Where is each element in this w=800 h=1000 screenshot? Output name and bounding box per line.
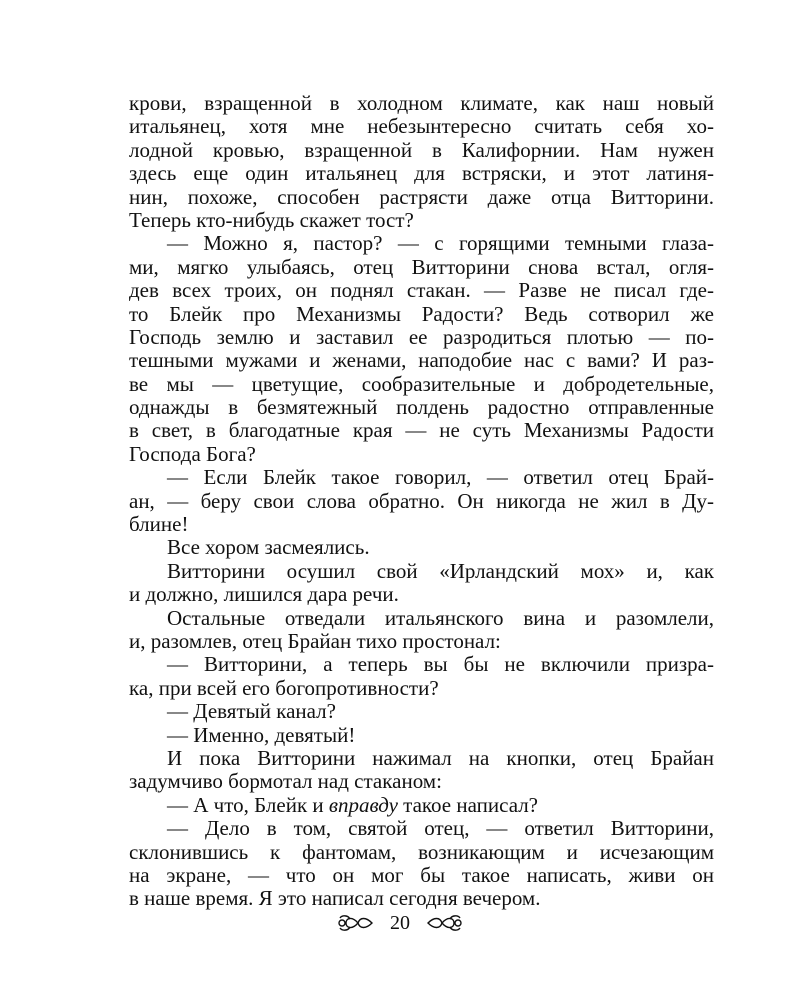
text-line: и должно, лишился дара речи. bbox=[129, 582, 399, 607]
text-line: ан, — беру свои слова обратно. Он никогда не жил в Ду- bbox=[129, 488, 714, 513]
text-line: ка, при всей его богопротивности? bbox=[129, 675, 439, 700]
text-line: и, разомлев, отец Брайан тихо простонал: bbox=[129, 628, 501, 653]
text-line: на экране, — что он мог бы такое написать, живи он bbox=[129, 862, 714, 887]
text-line: тешными мужами и женами, наподобие нас с вами? И раз- bbox=[129, 348, 714, 373]
text-line bbox=[129, 794, 714, 817]
text-line: крови, взращенной в холодном климате, как наш новый bbox=[129, 91, 714, 115]
text-line: склонившись к фантомам, возникающим и исчезающим bbox=[129, 839, 714, 864]
text-line: Все хором засмеялись. bbox=[167, 535, 370, 560]
text-line: итальянец, хотя мне небезынтересно считать себя хо- bbox=[129, 114, 714, 139]
text-line: то Блейк про Механизмы Радости? Ведь сотворил же bbox=[129, 301, 714, 326]
text-line: — Если Блейк такое говорил, — ответил отец Брай- bbox=[167, 465, 714, 490]
text-line: — Девятый канал? bbox=[167, 699, 336, 724]
text-line: Господь землю и заставил ее разродиться плотью — по- bbox=[129, 324, 714, 349]
ornament-right-icon bbox=[424, 913, 464, 933]
text-line: однажды в безмятежный полдень радостно отправленные bbox=[129, 395, 714, 420]
text-line: ми, мягко улыбаясь, отец Витторини снова встал, огля- bbox=[129, 254, 714, 279]
text-line: Остальные отведали итальянского вина и разомлели, bbox=[167, 605, 714, 630]
page-number: 20 bbox=[390, 911, 410, 934]
text-line: ве мы — цветущие, сообразительные и добродетельные, bbox=[129, 371, 714, 396]
text-line: нин, похоже, способен растрясти даже отца Витторини. bbox=[129, 184, 714, 209]
text-line: здесь еще один итальянец для встряски, и этот латиня- bbox=[129, 161, 714, 186]
text-span: такое написал? bbox=[397, 792, 538, 817]
text-line: задумчиво бормотал над стаканом: bbox=[129, 769, 442, 794]
text-line: — Витторини, а теперь вы бы не включили призра- bbox=[167, 652, 714, 677]
italic-emphasis: вправду bbox=[328, 792, 398, 817]
text-line: — Именно, девятый! bbox=[167, 722, 356, 747]
text-line: Господа Бога? bbox=[129, 441, 256, 466]
text-line: — Можно я, пастор? — с горящими темными глаза- bbox=[167, 231, 714, 256]
text-line: И пока Витторини нажимал на кнопки, отец Брайан bbox=[167, 745, 714, 770]
text-line: — Дело в том, святой отец, — ответил Витторини, bbox=[167, 816, 714, 841]
text-line: в наше время. Я это написал сегодня вечером. bbox=[129, 886, 541, 911]
text-line: Теперь кто-нибудь скажет тост? bbox=[129, 207, 414, 232]
text-line: в свет, в благодатные края — не суть Механизмы Радости bbox=[129, 418, 714, 443]
text-line: блине! bbox=[129, 512, 189, 537]
text-line: лодной кровью, взращенной в Калифорнии. Нам нужен bbox=[129, 137, 714, 162]
text-line: Витторини осушил свой «Ирландский мох» и, как bbox=[167, 558, 714, 583]
page-footer bbox=[0, 908, 800, 938]
page-body bbox=[129, 92, 714, 911]
ornament-left-icon bbox=[336, 913, 376, 933]
text-span: — А что, Блейк и bbox=[167, 792, 329, 817]
text-line: дев всех троих, он поднял стакан. — Разве не писал где- bbox=[129, 278, 714, 303]
